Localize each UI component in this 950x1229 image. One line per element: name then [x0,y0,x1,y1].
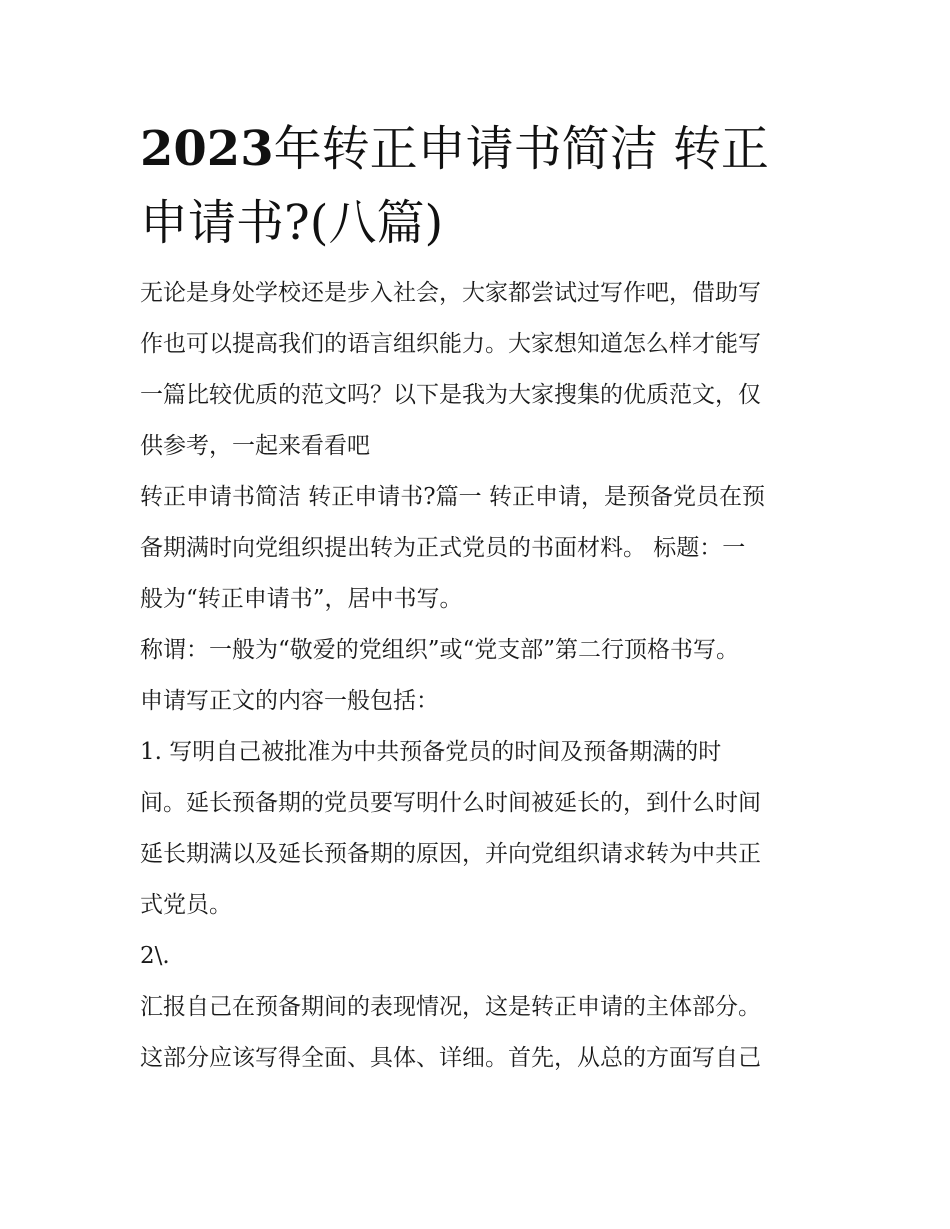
body-line: 延长期满以及延长预备期的原因，并向党组织请求转为中共正 [140,841,761,867]
body-line: 汇报自己在预备期间的表现情况，这是转正申请的主体部分。 [140,994,761,1020]
body-line: 供参考，一起来看看吧 [140,433,370,459]
body-line: 转正申请书简洁 转正申请书?篇一 转正申请，是预备党员在预 [140,484,765,510]
body-line: 般为“转正申请书”，居中书写。 [140,586,463,612]
body-line: 1. 写明自己被批准为中共预备党员的时间及预备期满的时 [140,739,722,765]
body-line: 申请写正文的内容一般包括： [140,688,439,714]
body-line: 式党员。 [140,892,232,918]
title-line-1-text: 年转正申请书简洁 转正 [273,121,769,177]
title-year: 2023 [140,121,274,177]
document-title [140,112,820,260]
document-body [140,268,820,1084]
body-line: 这部分应该写得全面、具体、详细。首先，从总的方面写自己 [140,1045,761,1071]
document-page [140,112,820,1084]
body-line: 无论是身处学校还是步入社会，大家都尝试过写作吧，借助写 [140,280,761,306]
body-line: 作也可以提高我们的语言组织能力。大家想知道怎么样才能写 [140,331,761,357]
title-line-2: 申请书?(八篇) [140,195,444,251]
body-line: 间。延长预备期的党员要写明什么时间被延长的，到什么时间 [140,790,761,816]
body-line: 称谓：一般为“敬爱的党组织”或“党支部”第二行顶格书写。 [140,637,740,663]
body-line: 2\. [140,943,170,969]
body-line: 备期满时向党组织提出转为正式党员的书面材料。 标题：一 [140,535,746,561]
body-line: 一篇比较优质的范文吗？以下是我为大家搜集的优质范文，仅 [140,382,761,408]
title-line-1 [140,112,820,186]
